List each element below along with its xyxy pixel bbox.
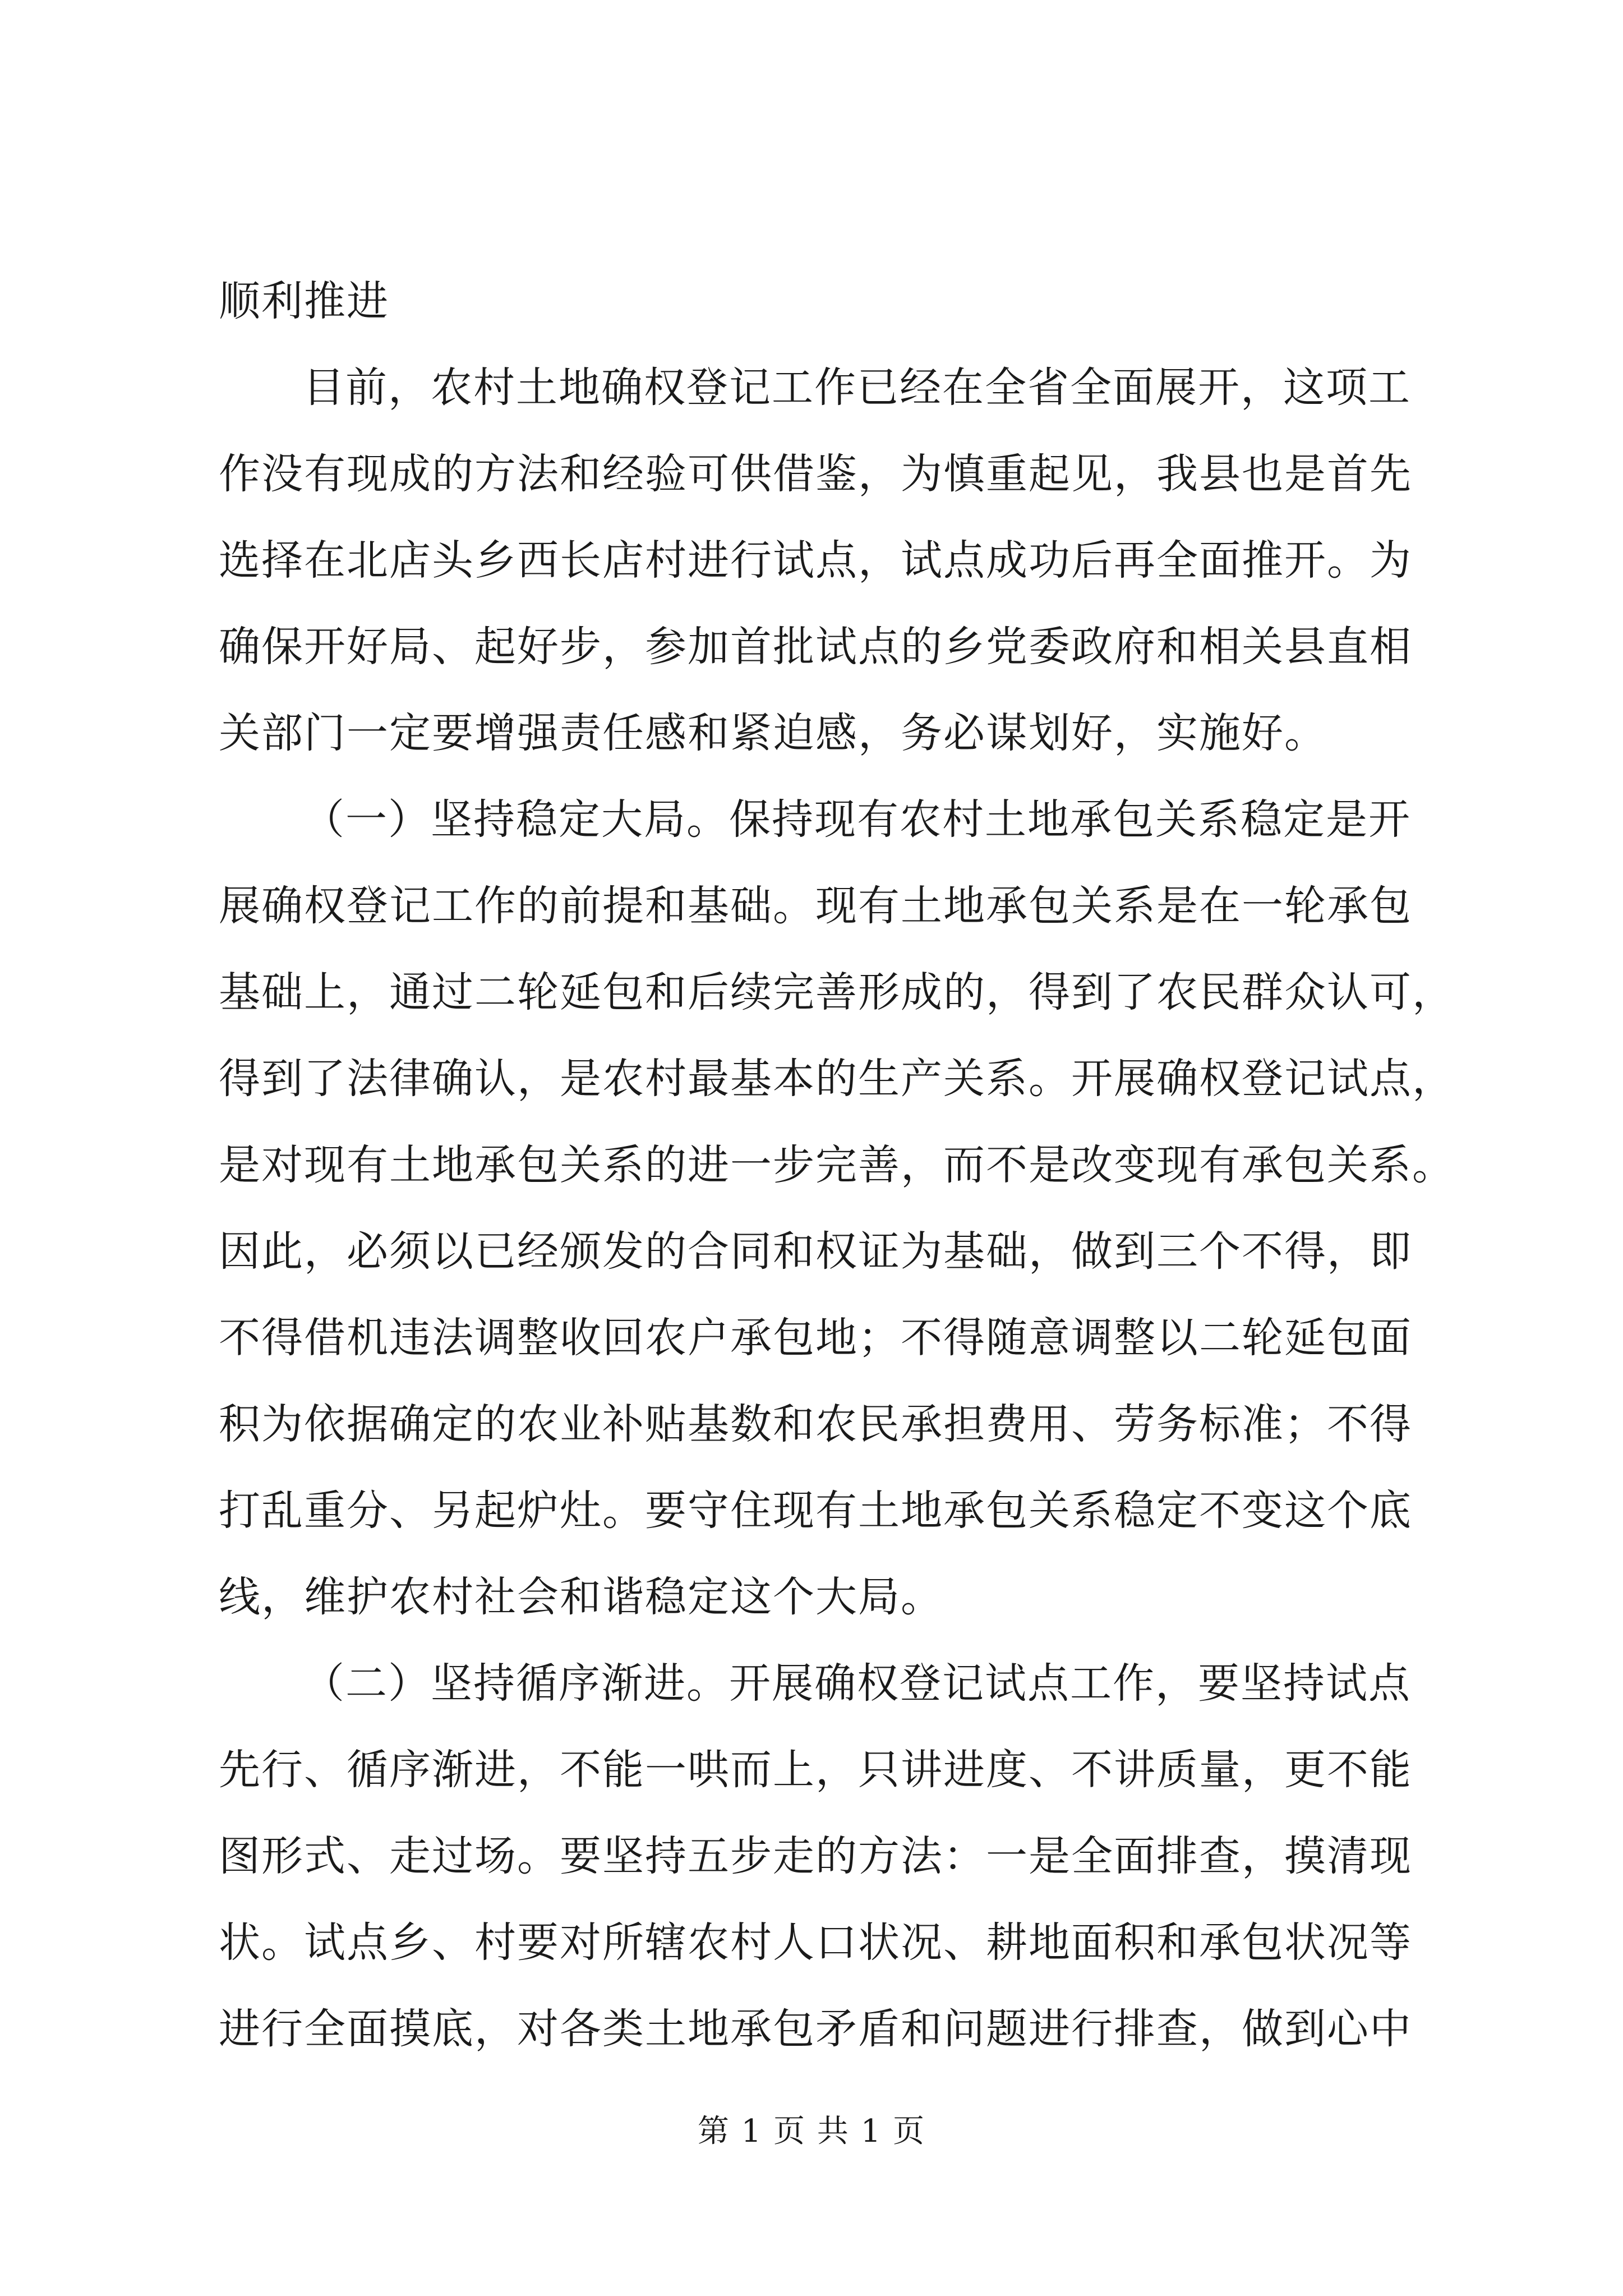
text-line: 先行、循序渐进，不能一哄而上，只讲进度、不讲质量，更不能: [219, 1746, 1412, 1794]
text-line: 因此，必须以已经颁发的合同和权证为基础，做到三个不得，即: [219, 1227, 1412, 1276]
text-line: 不得借机违法调整收回农户承包地；不得随意调整以二轮延包面: [219, 1314, 1412, 1362]
document-body: [219, 258, 1455, 2072]
text-line: 状。试点乡、村要对所辖农村人口状况、耕地面积和承包状况等: [219, 1918, 1412, 1967]
text-line: 选择在北店头乡西长店村进行试点，试点成功后再全面推开。为: [219, 536, 1412, 585]
text-line: 展确权登记工作的前提和基础。现有土地承包关系是在一轮承包: [219, 882, 1412, 930]
text-line: 作没有现成的方法和经验可供借鉴，为慎重起见，我县也是首先: [219, 450, 1412, 498]
text-line: （一）坚持稳定大局。保持现有农村土地承包关系稳定是开: [303, 795, 1411, 844]
text-line: （二）坚持循序渐进。开展确权登记试点工作，要坚持试点: [303, 1659, 1411, 1708]
text-line: 线，维护农村社会和谐稳定这个大局。: [219, 1573, 943, 1621]
text-line: 打乱重分、另起炉灶。要守住现有土地承包关系稳定不变这个底: [219, 1487, 1412, 1535]
text-line: 进行全面摸底，对各类土地承包矛盾和问题进行排查，做到心中: [219, 2005, 1412, 2053]
page-number-footer: 第 1 页 共 1 页: [697, 2113, 926, 2150]
text-line: 是对现有土地承包关系的进一步完善，而不是改变现有承包关系。: [219, 1141, 1455, 1189]
text-line: 图形式、走过场。要坚持五步走的方法：一是全面排查，摸清现: [219, 1832, 1412, 1880]
text-line: 确保开好局、起好步，参加首批试点的乡党委政府和相关县直相: [219, 623, 1412, 671]
text-line: 基础上，通过二轮延包和后续完善形成的，得到了农民群众认可，: [219, 968, 1455, 1016]
text-line: 积为依据确定的农业补贴基数和农民承担费用、劳务标准；不得: [219, 1400, 1412, 1448]
text-line: 顺利推进: [219, 277, 389, 325]
text-line: 关部门一定要增强责任感和紧迫感，务必谋划好，实施好。: [219, 709, 1327, 757]
text-line: 目前，农村土地确权登记工作已经在全省全面展开，这项工: [303, 364, 1411, 412]
text-line: 得到了法律确认，是农村最基本的生产关系。开展确权登记试点，: [219, 1055, 1455, 1103]
